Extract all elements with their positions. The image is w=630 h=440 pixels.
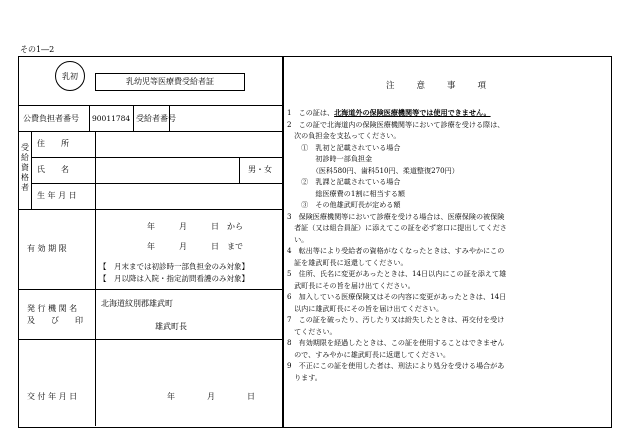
note-line: 8 有効期限を経過したときは、この証を使用することはできません xyxy=(287,338,505,347)
stamp-circle xyxy=(55,61,85,91)
issue-date-label: 交 付 年 月 日 xyxy=(27,392,78,401)
notes-list xyxy=(287,107,607,383)
note-line: 2 この証で北海道内の保険医療機関等において診療を受ける際は、 xyxy=(287,119,505,129)
name-label: 氏 名 xyxy=(37,165,69,174)
note-line: 5 住所、氏名に変更があったときは、14日以内にこの証を添えて雄 xyxy=(287,269,507,278)
note-line: 総医療費の1割に相当する額 xyxy=(287,188,406,198)
note-line: 3 保険医療機関等において診療を受ける場合は、医療保険の被保険 xyxy=(287,211,505,221)
note-line: い。 xyxy=(287,234,309,244)
row-line xyxy=(19,131,283,132)
issuer-label: 発 行 機 関 名 xyxy=(27,304,78,313)
note-line: （医科580円、歯科510円、柔道整復270円） xyxy=(287,165,459,175)
issuer-name: 北海道紋別郡雄武町 xyxy=(101,299,173,308)
note-line: 者証（又は組合員証）に添えてこの証を必ず窓口に提出してくださ xyxy=(287,223,507,232)
certificate-card xyxy=(18,56,284,428)
validity-to: 年 月 日 まで xyxy=(147,242,243,251)
note-line: 次の負担金を支払ってください。 xyxy=(287,131,401,140)
note-line: ので、すみやかに雄武町長に返還してください。 xyxy=(287,349,451,359)
col-line xyxy=(133,105,134,131)
row-line xyxy=(19,289,283,290)
note-line: ります。 xyxy=(287,372,322,382)
note-line: 初診時一部負担金 xyxy=(287,154,373,163)
payer-number-label: 公費負担者番号 xyxy=(23,114,79,123)
eligible-person-label: 受給資格者 xyxy=(21,143,29,192)
row-line xyxy=(19,209,283,210)
note-line: ① 乳初と記載されている場合 xyxy=(287,142,401,152)
address-label: 住 所 xyxy=(37,139,69,148)
note-line: 7 この証を破ったり、汚したり又は紛失したときは、再交付を受け xyxy=(287,315,505,324)
note-line: ② 乳課と記載されている場合 xyxy=(287,177,401,186)
form-number: その1―2 xyxy=(20,45,55,54)
col-line xyxy=(95,131,96,426)
payer-number-value: 90011784 xyxy=(92,114,131,123)
note-line: ③ その他雄武町長が定める額 xyxy=(287,200,401,209)
recipient-number-label: 受給者番号 xyxy=(136,114,176,123)
note-line: 6 加入している医療保険又はその内容に変更があったときは、14日 xyxy=(287,292,507,301)
issuer-head: 雄武町長 xyxy=(155,322,187,331)
row-line xyxy=(19,105,283,106)
validity-note-2: 【 月以降は入院・指定訪問看護のみ対象】 xyxy=(99,274,249,283)
birthdate-label: 生 年 月 日 xyxy=(37,191,77,200)
note-line: 以内に雄武町長にその旨を届け出てください。 xyxy=(287,303,444,313)
note-line: てください。 xyxy=(287,326,337,336)
row-line xyxy=(31,183,283,184)
validity-note-1: 【 月末までは初診時一部負担金のみ対象】 xyxy=(99,262,249,271)
note-line: 武町長にその旨を届け出てください。 xyxy=(287,280,415,290)
issue-date-value: 年 月 日 xyxy=(167,392,255,401)
validity-label: 有 効 期 限 xyxy=(27,244,67,253)
certificate-title: 乳幼児等医療費受給者証 xyxy=(95,73,245,91)
validity-from: 年 月 日 から xyxy=(147,222,243,231)
notes-card xyxy=(282,56,612,428)
note-line: 4 転出等により受給者の資格がなくなったときは、すみやかにこの xyxy=(287,246,505,255)
stamp-text: 乳初 xyxy=(62,71,78,81)
row-line xyxy=(31,157,283,158)
col-line xyxy=(31,131,32,209)
col-line xyxy=(89,105,90,131)
note-line: 1 この証は、北海道外の保険医療機関等では使用できません。 xyxy=(287,108,491,117)
gender-value: 男・女 xyxy=(248,165,272,174)
row-line xyxy=(19,339,283,340)
notes-heading: 注意事項 xyxy=(385,81,508,91)
note-line: 証を雄武町長に返還してください。 xyxy=(287,257,408,267)
note-line: 9 不正にこの証を使用した者は、刑法により処分を受ける場合があ xyxy=(287,361,505,370)
col-line xyxy=(239,157,240,183)
issuer-label-2: 及 び 印 xyxy=(27,316,83,325)
